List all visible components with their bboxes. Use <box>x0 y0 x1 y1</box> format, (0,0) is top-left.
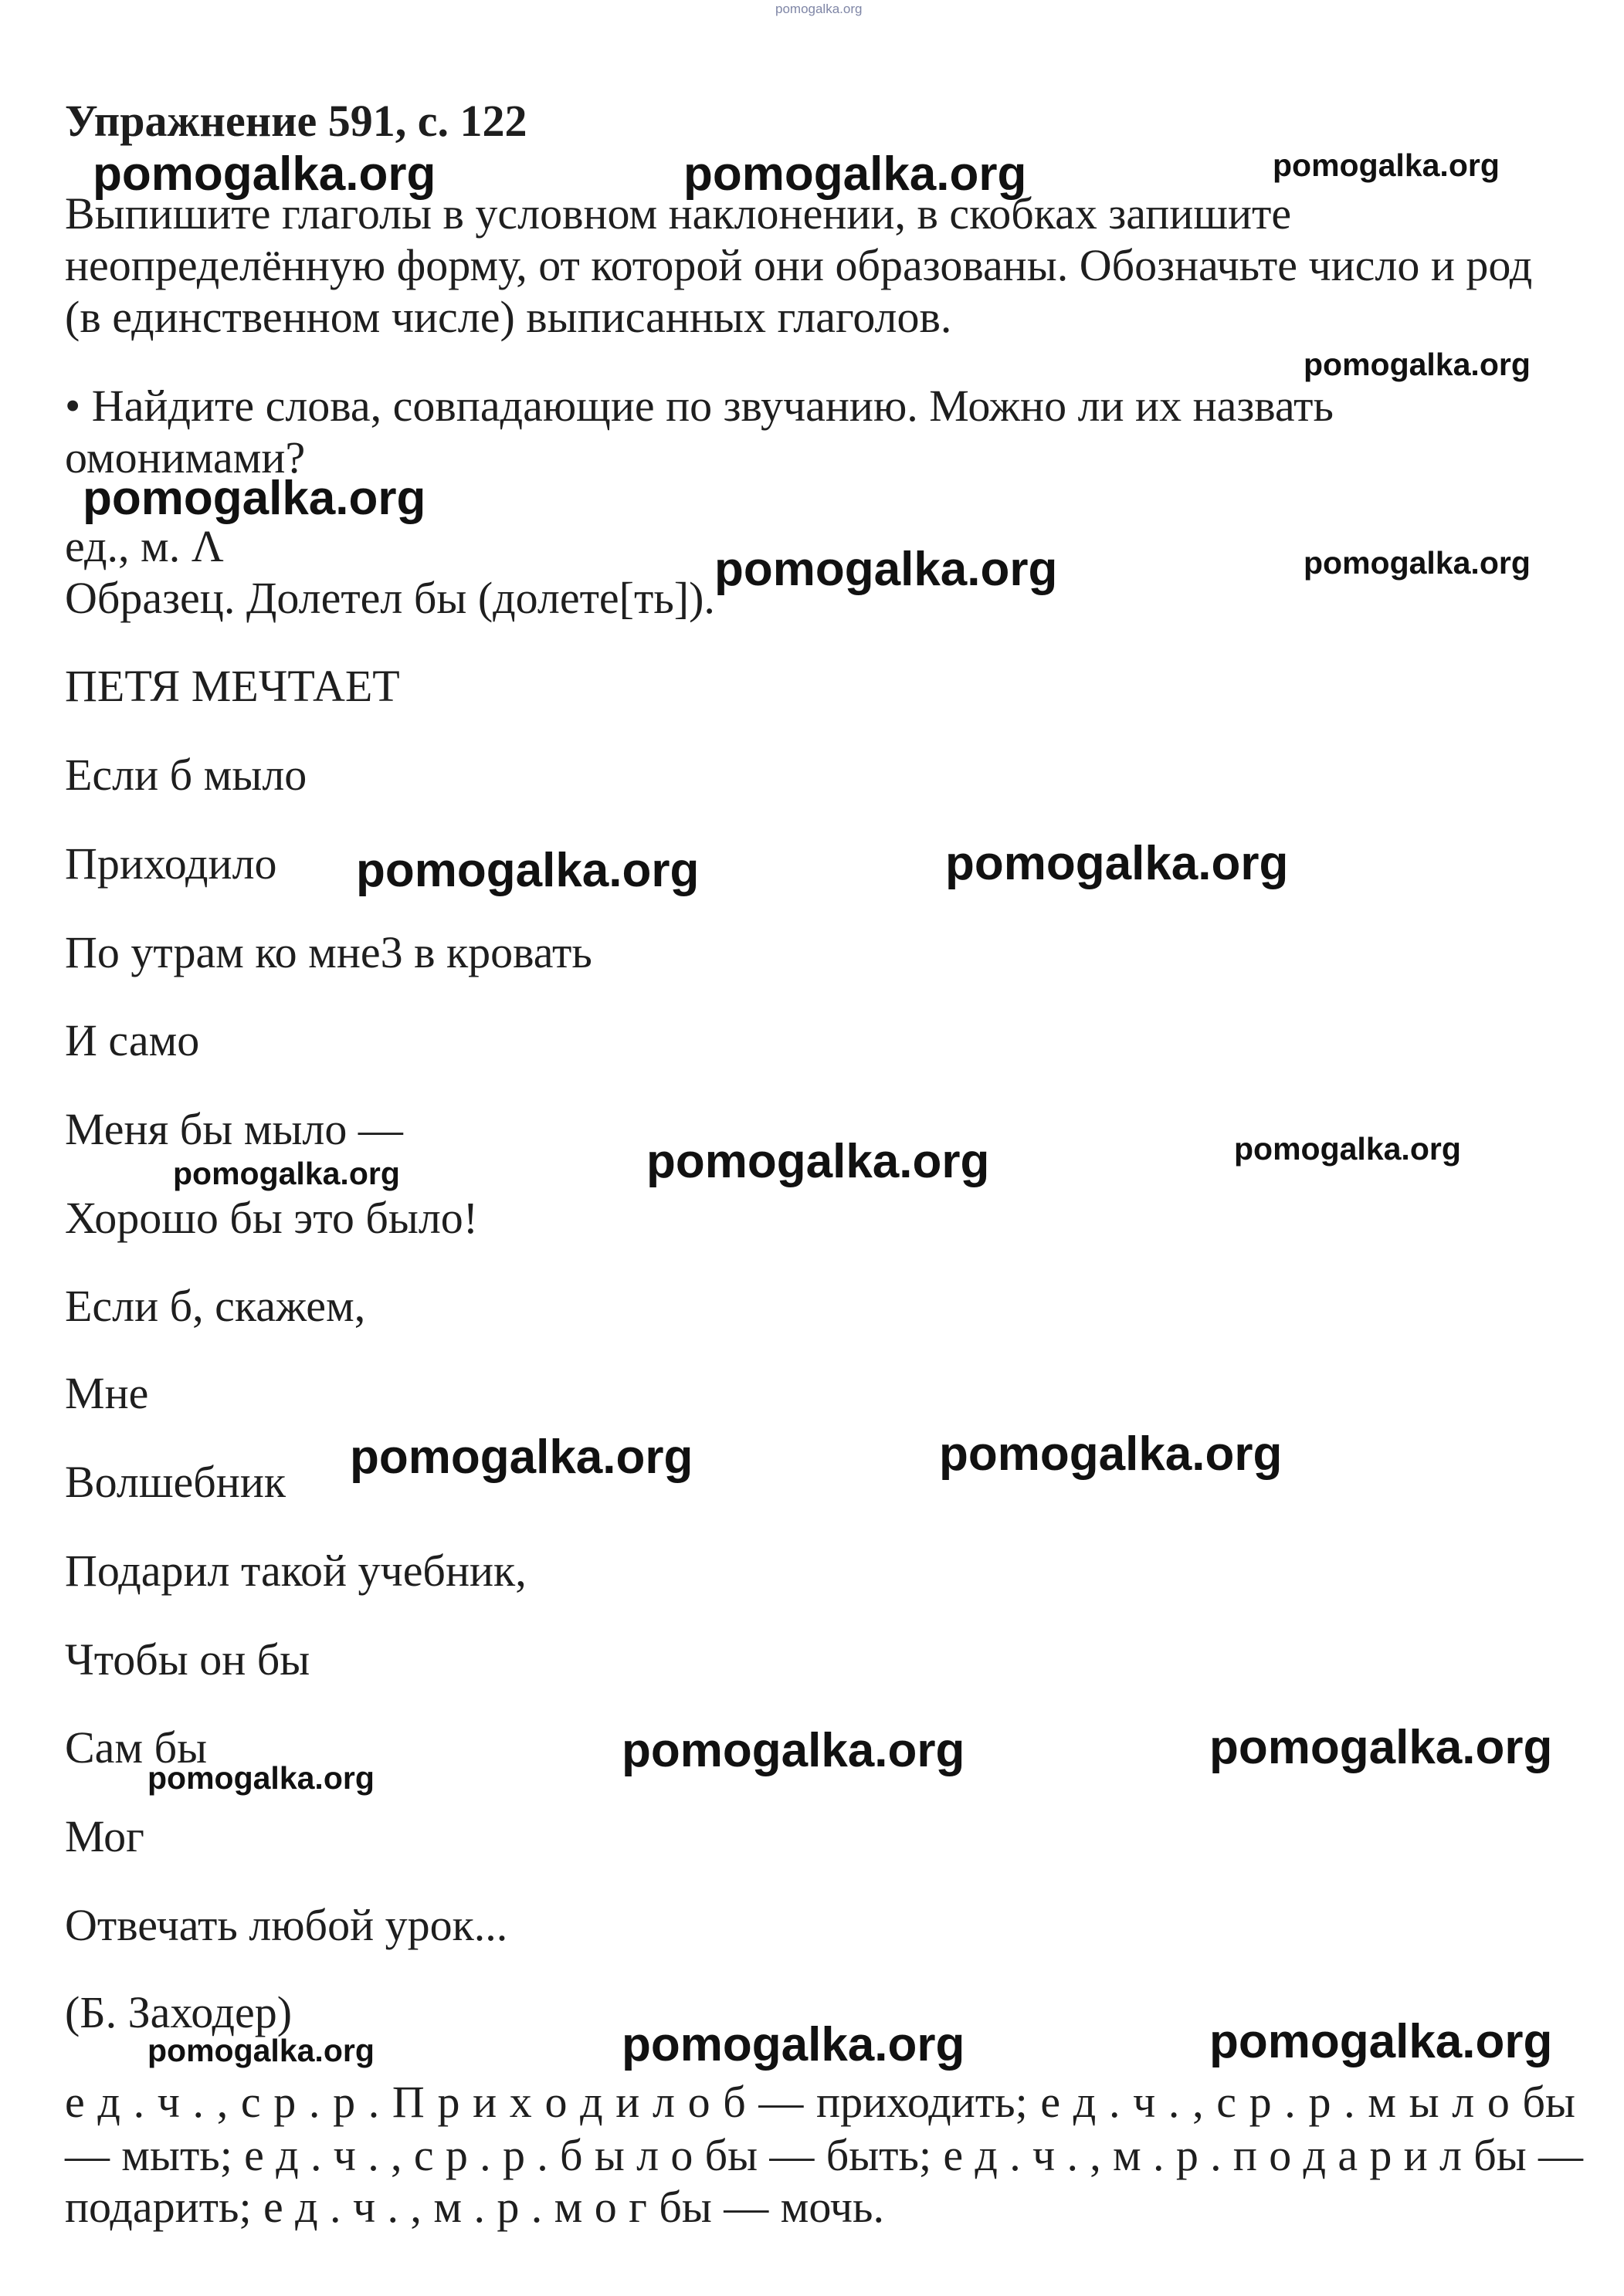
task-line: неопределённую форму, от которой они образованы. Обозначьте число и род <box>65 240 1533 290</box>
watermark: pomogalka.org <box>945 837 1289 890</box>
poem-line: Отвечать любой урок... <box>65 1900 508 1950</box>
poem-line: Если б мыло <box>65 750 307 800</box>
poem-line: Мне <box>65 1368 149 1418</box>
watermark: pomogalka.org <box>147 1760 375 1796</box>
question-line: омонимами? <box>65 432 306 483</box>
poem-line: Мог <box>65 1811 144 1861</box>
watermark: pomogalka.org <box>1209 2015 1553 2068</box>
watermark: pomogalka.org <box>93 147 436 201</box>
task-line: Выпишите глаголы в условном наклонении, в скобках запишите <box>65 188 1292 239</box>
watermark: pomogalka.org <box>147 2033 375 2068</box>
watermark: pomogalka.org <box>683 147 1027 201</box>
poem-line: Приходило <box>65 838 277 889</box>
poem-line: Чтобы он бы <box>65 1634 310 1685</box>
watermark: pomogalka.org <box>350 1431 693 1484</box>
poem-line: Меня бы мыло — <box>65 1104 403 1154</box>
poem-line: Волшебник <box>65 1457 286 1507</box>
poem-author: (Б. Заходер) <box>65 1987 293 2037</box>
watermark: pomogalka.org <box>1209 1721 1553 1774</box>
watermark: pomogalka.org <box>173 1156 400 1191</box>
sample-note: ед., м. Λ <box>65 521 224 571</box>
poem-line: По утрам ко мне3 в кровать <box>65 927 592 977</box>
sample-text: Образец. Долетел бы (долете[ть]). <box>65 573 715 623</box>
answer-line: — мыть; е д . ч . , с р . р . б ы л о бы — быть; е д . ч . , м . р . п о д а р и л бы — <box>65 2130 1583 2180</box>
watermark: pomogalka.org <box>1234 1131 1461 1167</box>
answer-line: подарить; е д . ч . , м . р . м о г бы — мочь. <box>65 2182 884 2232</box>
watermark: pomogalka.org <box>622 1724 965 1777</box>
exercise-title: Упражнение 591, с. 122 <box>65 96 527 146</box>
watermark: pomogalka.org <box>646 1135 990 1188</box>
poem-line: Хорошо бы это было! <box>65 1193 479 1243</box>
watermark: pomogalka.org <box>622 2018 965 2071</box>
watermark: pomogalka.org <box>939 1427 1283 1481</box>
task-line: (в единственном числе) выписанных глаголов. <box>65 292 952 342</box>
poem-line: Сам бы <box>65 1722 208 1773</box>
watermark: pomogalka.org <box>775 2 863 16</box>
question-line: • Найдите слова, совпадающие по звучанию. Можно ли их назвать <box>65 381 1334 431</box>
watermark: pomogalka.org <box>356 844 700 897</box>
poem-line: Если б, скажем, <box>65 1281 366 1331</box>
poem-line: Подарил такой учебник, <box>65 1546 527 1596</box>
poem-line: И само <box>65 1015 200 1065</box>
watermark: pomogalka.org <box>1273 147 1500 183</box>
watermark: pomogalka.org <box>1304 545 1531 581</box>
answer-line: е д . ч . , с р . р . П р и х о д и л о б — приходить; е д . ч . , с р . р . м ы л о бы <box>65 2077 1575 2127</box>
watermark: pomogalka.org <box>714 543 1058 596</box>
poem-title: ПЕТЯ МЕЧТАЕТ <box>65 661 400 711</box>
watermark: pomogalka.org <box>1304 347 1531 382</box>
watermark: pomogalka.org <box>83 472 426 525</box>
